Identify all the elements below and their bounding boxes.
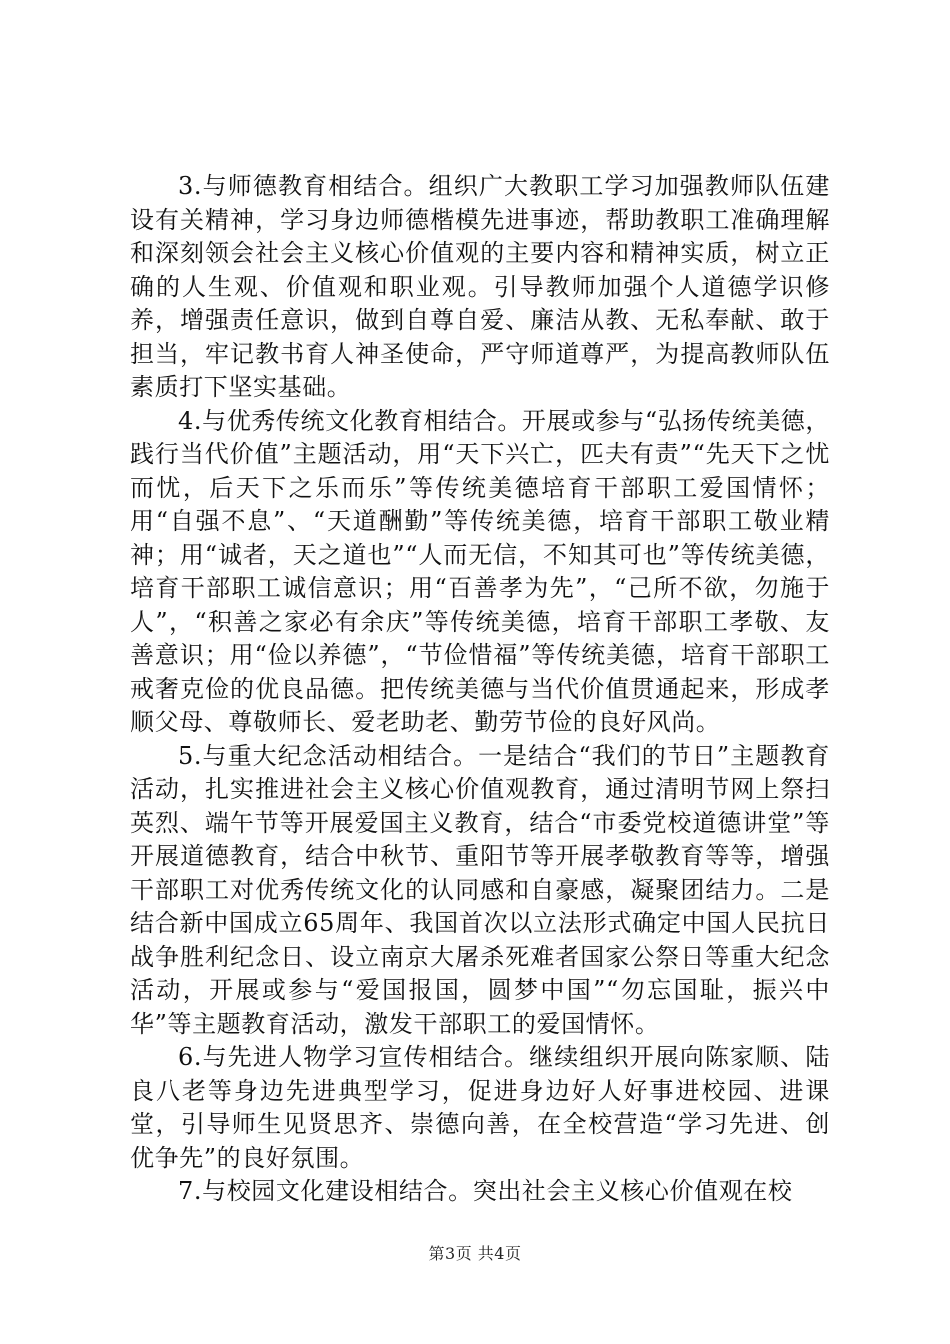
- document-body: [130, 170, 830, 1209]
- paragraph-item-3: 3.与师德教育相结合。组织广大教职工学习加强教师队伍建设有关精神，学习身边师德楷模先进事迹，帮助教职工准确理解和深刻领会社会主义核心价值观的主要内容和精神实质，树立正确的人生观、价值观和职业观。引导教师加强个人道德学识修养，增强责任意识，做到自尊自爱、廉洁从教、无私奉献、敢于担当，牢记教书育人神圣使命，严守师道尊严，为提高教师队伍素质打下坚实基础。: [130, 172, 830, 401]
- paragraph-item-7: 7.与校园文化建设相结合。突出社会主义核心价值观在校: [178, 1177, 793, 1205]
- page-number: 第3页: [428, 1244, 473, 1263]
- page-footer: [0, 1244, 950, 1264]
- paragraph-item-6: 6.与先进人物学习宣传相结合。继续组织开展向陈家顺、陆良八老等身边先进典型学习，促进身边好人好事进校园、进课堂，引导师生见贤思齐、崇德向善，在全校营造“学习先进、创优争先”的良好氛围。: [130, 1043, 830, 1172]
- paragraph-item-5: 5.与重大纪念活动相结合。一是结合“我们的节日”主题教育活动，扎实推进社会主义核心价值观教育，通过清明节网上祭扫英烈、端午节等开展爱国主义教育，结合“市委党校道德讲堂”等开展道德教育，结合中秋节、重阳节等开展孝敬教育等等，增强干部职工对优秀传统文化的认同感和自豪感，凝聚团结力。二是结合新中国成立65周年、我国首次以立法形式确定中国人民抗日战争胜利纪念日、设立南京大屠杀死难者国家公祭日等重大纪念活动，开展或参与“爱国报国，圆梦中国”“勿忘国耻，振兴中华”等主题教育活动，激发干部职工的爱国情怀。: [130, 741, 830, 1038]
- page-total: 共4页: [477, 1244, 522, 1263]
- paragraph-item-4: 4.与优秀传统文化教育相结合。开展或参与“弘扬传统美德，践行当代价值”主题活动，用“天下兴亡，匹夫有责”“先天下之忧而忧，后天下之乐而乐”等传统美德培育干部职工爱国情怀；用“自强不息”、“天道酬勤”等传统美德，培育干部职工敬业精神；用“诚者，天之道也”“人而无信，不知其可也”等传统美德，培育干部职工诚信意识；用“百善孝为先”，“己所不欲，勿施于人”，“积善之家必有余庆”等传统美德，培育干部职工孝敬、友善意识；用“俭以养德”，“节俭惜福”等传统美德，培育干部职工戒奢克俭的优良品德。把传统美德与当代价值贯通起来，形成孝顺父母、尊敬师长、爱老助老、勤劳节俭的良好风尚。: [130, 406, 830, 736]
